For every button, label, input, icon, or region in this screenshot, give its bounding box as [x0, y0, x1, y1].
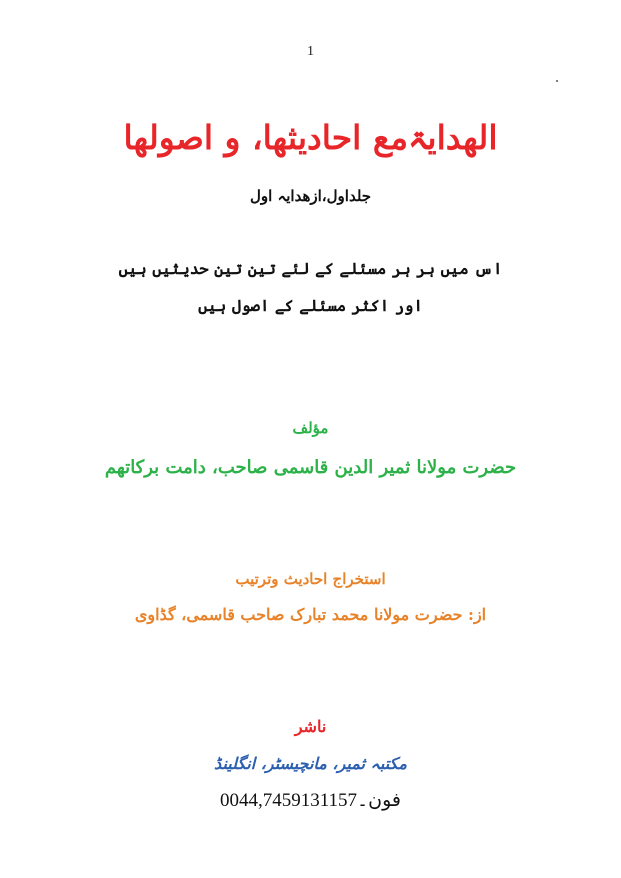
page-number: 1 — [307, 44, 314, 59]
description-line-2: اور اکثر مسئلے کے اصول ہیں — [198, 296, 423, 315]
phone-line — [0, 789, 621, 812]
volume-line: جلداول،ازھدایہ اول — [249, 187, 372, 205]
hadith-extraction-by: از: حضرت مولانا محمد تبارک صاحب قاسمی، گڈاوی — [134, 605, 487, 624]
description-line-1: اس میں ہر ہر مسئلے کے لئے تین تین حدیثیں ہیں — [118, 259, 503, 278]
publisher-label: ناشر — [294, 717, 327, 736]
hadith-extraction-label: استخراج احادیث وترتیب — [235, 570, 386, 588]
stray-dot — [556, 80, 558, 82]
author-name: حضرت مولانا ثمیر الدین قاسمی صاحب، دامت برکاتھم — [104, 457, 517, 478]
book-title: الھدایۃمع احادیثھا، و اصولھا — [123, 118, 498, 157]
author-label: مؤلف — [292, 419, 329, 437]
publisher-name: مکتبہ ثمیر، مانچیسٹر، انگلینڈ — [214, 754, 407, 773]
phone-number: 0044,7459131157 — [219, 790, 358, 811]
phone-label: فون۔ — [357, 789, 402, 811]
